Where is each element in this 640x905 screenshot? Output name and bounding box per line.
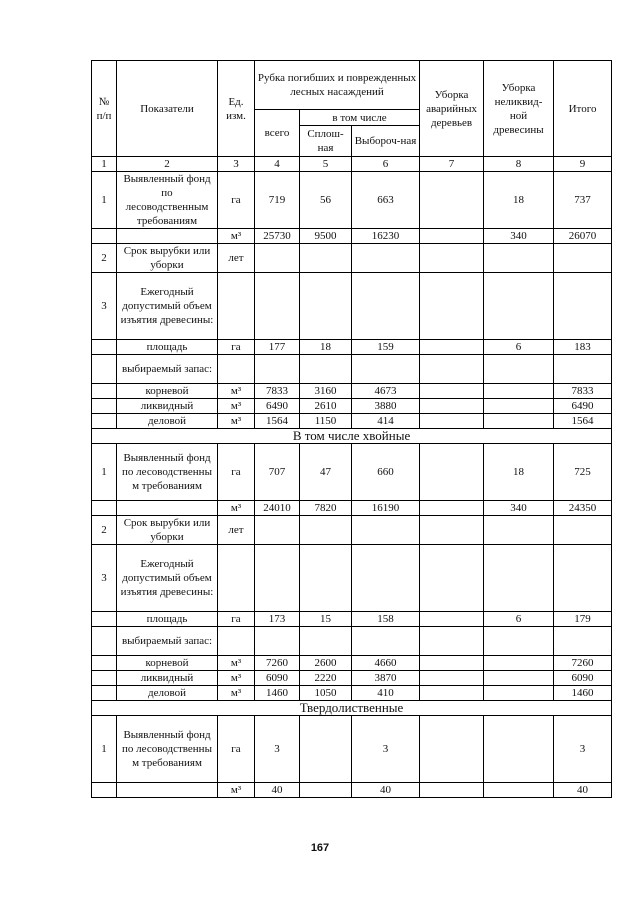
table-row xyxy=(92,656,612,671)
column-number: 4 xyxy=(255,157,300,172)
cell-value: 6090 xyxy=(554,671,612,686)
table-row xyxy=(92,671,612,686)
cell-value: 3160 xyxy=(300,384,352,399)
cell-value xyxy=(218,627,255,656)
cell-value: 6490 xyxy=(255,399,300,414)
cell-value xyxy=(484,716,554,783)
table-row xyxy=(92,716,612,783)
indicator-label: площадь xyxy=(117,612,218,627)
row-number xyxy=(92,671,117,686)
section-title-row xyxy=(92,429,612,444)
cell-value xyxy=(420,501,484,516)
cell-value: 6 xyxy=(484,340,554,355)
cell-value xyxy=(218,355,255,384)
cell-value: 340 xyxy=(484,501,554,516)
row-number: 3 xyxy=(92,273,117,340)
table-row xyxy=(92,414,612,429)
cell-value: 3 xyxy=(352,716,420,783)
cell-value: 340 xyxy=(484,229,554,244)
cell-value: м³ xyxy=(218,229,255,244)
row-number xyxy=(92,340,117,355)
cell-value: га xyxy=(218,340,255,355)
cell-value xyxy=(420,656,484,671)
indicator-label: корневой xyxy=(117,656,218,671)
header-illiquid: Уборка неликвид-ной древесины xyxy=(484,61,554,157)
cell-value xyxy=(484,516,554,545)
column-number: 8 xyxy=(484,157,554,172)
table-row xyxy=(92,612,612,627)
cell-value: 2220 xyxy=(300,671,352,686)
cell-value xyxy=(554,627,612,656)
indicator-label: деловой xyxy=(117,686,218,701)
table-row xyxy=(92,244,612,273)
cell-value: 158 xyxy=(352,612,420,627)
table-row xyxy=(92,686,612,701)
cell-value: 6490 xyxy=(554,399,612,414)
cell-value: 3880 xyxy=(352,399,420,414)
cell-value: 40 xyxy=(352,783,420,798)
indicator-label: Выявленный фонд по лесоводственны м требованиям xyxy=(117,444,218,501)
column-number: 9 xyxy=(554,157,612,172)
section-title: Твердолиственные xyxy=(92,701,612,716)
cell-value xyxy=(554,545,612,612)
table-row xyxy=(92,384,612,399)
cell-value: 1564 xyxy=(255,414,300,429)
cell-value: 4673 xyxy=(352,384,420,399)
cell-value: 3 xyxy=(255,716,300,783)
table-row xyxy=(92,172,612,229)
cell-value xyxy=(484,656,554,671)
page-number: 167 xyxy=(310,842,330,854)
table-row xyxy=(92,627,612,656)
cell-value: 1150 xyxy=(300,414,352,429)
cell-value xyxy=(352,355,420,384)
indicator-label xyxy=(117,229,218,244)
cell-value xyxy=(352,273,420,340)
indicator-label: ликвидный xyxy=(117,399,218,414)
cell-value xyxy=(255,273,300,340)
cell-value xyxy=(255,545,300,612)
cell-value xyxy=(255,516,300,545)
cell-value xyxy=(300,545,352,612)
indicator-label: Ежегодный допустимый объем изъятия древесины: xyxy=(117,273,218,340)
cell-value: м³ xyxy=(218,656,255,671)
cell-value: 3 xyxy=(554,716,612,783)
cell-value: 7820 xyxy=(300,501,352,516)
cell-value: 9500 xyxy=(300,229,352,244)
cell-value: 737 xyxy=(554,172,612,229)
cell-value: 15 xyxy=(300,612,352,627)
cell-value xyxy=(300,516,352,545)
forest-felling-table xyxy=(91,60,612,798)
cell-value: 410 xyxy=(352,686,420,701)
row-number xyxy=(92,656,117,671)
indicator-label: Выявленный фонд по лесоводственны м требованиям xyxy=(117,716,218,783)
cell-value xyxy=(420,716,484,783)
row-number: 1 xyxy=(92,716,117,783)
cell-value xyxy=(420,355,484,384)
cell-value xyxy=(352,627,420,656)
table-row xyxy=(92,355,612,384)
indicator-label xyxy=(117,501,218,516)
cell-value xyxy=(420,612,484,627)
section-title-row xyxy=(92,701,612,716)
cell-value xyxy=(255,244,300,273)
cell-value: 18 xyxy=(484,172,554,229)
cell-value: 1564 xyxy=(554,414,612,429)
cell-value: 16190 xyxy=(352,501,420,516)
cell-value xyxy=(484,671,554,686)
cell-value xyxy=(484,545,554,612)
table-row xyxy=(92,516,612,545)
header-unit: Ед. изм. xyxy=(218,61,255,157)
cell-value: м³ xyxy=(218,414,255,429)
cell-value: 18 xyxy=(484,444,554,501)
indicator-label: Срок вырубки или уборки xyxy=(117,516,218,545)
row-number xyxy=(92,399,117,414)
cell-value: 173 xyxy=(255,612,300,627)
cell-value xyxy=(484,384,554,399)
column-number: 5 xyxy=(300,157,352,172)
cell-value: 3870 xyxy=(352,671,420,686)
cell-value xyxy=(420,516,484,545)
table-row xyxy=(92,340,612,355)
cell-value xyxy=(300,273,352,340)
cell-value xyxy=(420,414,484,429)
cell-value xyxy=(420,444,484,501)
column-number: 2 xyxy=(117,157,218,172)
cell-value xyxy=(300,244,352,273)
indicator-label: Ежегодный допустимый объем изъятия древесины: xyxy=(117,545,218,612)
row-number xyxy=(92,355,117,384)
header-felling-group: Рубка погибших и поврежденных лесных насаждений xyxy=(255,61,420,110)
cell-value: 25730 xyxy=(255,229,300,244)
cell-value xyxy=(484,399,554,414)
cell-value xyxy=(484,414,554,429)
cell-value: 4660 xyxy=(352,656,420,671)
cell-value xyxy=(300,716,352,783)
indicator-label: выбираемый запас: xyxy=(117,627,218,656)
cell-value xyxy=(218,545,255,612)
header-total: всего xyxy=(255,110,300,157)
cell-value: 24010 xyxy=(255,501,300,516)
cell-value: 2610 xyxy=(300,399,352,414)
row-number: 2 xyxy=(92,516,117,545)
cell-value xyxy=(352,545,420,612)
row-number xyxy=(92,414,117,429)
header-emergency: Уборка аварийных деревьев xyxy=(420,61,484,157)
cell-value: га xyxy=(218,716,255,783)
cell-value xyxy=(554,516,612,545)
section-title: В том числе хвойные xyxy=(92,429,612,444)
row-number xyxy=(92,783,117,798)
cell-value xyxy=(484,627,554,656)
cell-value xyxy=(554,244,612,273)
cell-value: 179 xyxy=(554,612,612,627)
header-itogo: Итого xyxy=(554,61,612,157)
cell-value: 6090 xyxy=(255,671,300,686)
cell-value xyxy=(420,384,484,399)
cell-value: 7833 xyxy=(255,384,300,399)
indicator-label: корневой xyxy=(117,384,218,399)
cell-value xyxy=(255,355,300,384)
cell-value: 2600 xyxy=(300,656,352,671)
row-number xyxy=(92,627,117,656)
cell-value xyxy=(420,545,484,612)
cell-value: 663 xyxy=(352,172,420,229)
cell-value: 707 xyxy=(255,444,300,501)
cell-value: м³ xyxy=(218,686,255,701)
cell-value xyxy=(420,627,484,656)
cell-value xyxy=(255,627,300,656)
column-number: 3 xyxy=(218,157,255,172)
cell-value xyxy=(420,229,484,244)
cell-value: 18 xyxy=(300,340,352,355)
cell-value xyxy=(218,273,255,340)
cell-value: 56 xyxy=(300,172,352,229)
column-number-row xyxy=(92,157,612,172)
cell-value: 7833 xyxy=(554,384,612,399)
column-number: 6 xyxy=(352,157,420,172)
header-indicators: Показатели xyxy=(117,61,218,157)
cell-value xyxy=(420,671,484,686)
row-number xyxy=(92,501,117,516)
cell-value xyxy=(420,399,484,414)
table-row xyxy=(92,399,612,414)
cell-value: 7260 xyxy=(255,656,300,671)
cell-value: га xyxy=(218,444,255,501)
cell-value: 7260 xyxy=(554,656,612,671)
row-number xyxy=(92,686,117,701)
row-number: 3 xyxy=(92,545,117,612)
cell-value: 1460 xyxy=(255,686,300,701)
cell-value: м³ xyxy=(218,501,255,516)
cell-value: 414 xyxy=(352,414,420,429)
cell-value: м³ xyxy=(218,671,255,686)
cell-value xyxy=(352,244,420,273)
table-row xyxy=(92,783,612,798)
row-number: 2 xyxy=(92,244,117,273)
indicator-label xyxy=(117,783,218,798)
row-number: 1 xyxy=(92,444,117,501)
table-row xyxy=(92,545,612,612)
row-number xyxy=(92,384,117,399)
indicator-label: деловой xyxy=(117,414,218,429)
indicator-label: ликвидный xyxy=(117,671,218,686)
cell-value xyxy=(300,627,352,656)
cell-value: 177 xyxy=(255,340,300,355)
table-row xyxy=(92,229,612,244)
cell-value: 40 xyxy=(255,783,300,798)
table-row xyxy=(92,273,612,340)
column-number: 7 xyxy=(420,157,484,172)
indicator-label: Выявленный фонд по лесоводственным требованиям xyxy=(117,172,218,229)
cell-value: 1050 xyxy=(300,686,352,701)
cell-value: 26070 xyxy=(554,229,612,244)
header-selective: Выбороч-ная xyxy=(352,126,420,157)
header-clear: Сплош-ная xyxy=(300,126,352,157)
row-number: 1 xyxy=(92,172,117,229)
cell-value: 47 xyxy=(300,444,352,501)
indicator-label: выбираемый запас: xyxy=(117,355,218,384)
cell-value xyxy=(420,783,484,798)
cell-value xyxy=(420,273,484,340)
cell-value: га xyxy=(218,612,255,627)
indicator-label: площадь xyxy=(117,340,218,355)
cell-value xyxy=(420,686,484,701)
cell-value xyxy=(484,783,554,798)
cell-value: 6 xyxy=(484,612,554,627)
cell-value: м³ xyxy=(218,783,255,798)
cell-value xyxy=(554,273,612,340)
cell-value xyxy=(484,355,554,384)
cell-value xyxy=(484,273,554,340)
header-including: в том числе xyxy=(300,110,420,126)
cell-value: м³ xyxy=(218,399,255,414)
row-number xyxy=(92,229,117,244)
cell-value xyxy=(300,355,352,384)
cell-value xyxy=(420,172,484,229)
cell-value: м³ xyxy=(218,384,255,399)
cell-value xyxy=(484,686,554,701)
cell-value: 24350 xyxy=(554,501,612,516)
unit-cell: лет xyxy=(218,516,255,545)
cell-value: 16230 xyxy=(352,229,420,244)
unit-cell: лет xyxy=(218,244,255,273)
cell-value: 183 xyxy=(554,340,612,355)
cell-value: 660 xyxy=(352,444,420,501)
table-row xyxy=(92,501,612,516)
table-row xyxy=(92,444,612,501)
cell-value: 719 xyxy=(255,172,300,229)
cell-value xyxy=(352,516,420,545)
indicator-label: Срок вырубки или уборки xyxy=(117,244,218,273)
cell-value: 159 xyxy=(352,340,420,355)
header-num: № п/п xyxy=(92,61,117,157)
cell-value: га xyxy=(218,172,255,229)
cell-value xyxy=(300,783,352,798)
cell-value: 725 xyxy=(554,444,612,501)
column-number: 1 xyxy=(92,157,117,172)
cell-value: 1460 xyxy=(554,686,612,701)
cell-value xyxy=(484,244,554,273)
row-number xyxy=(92,612,117,627)
cell-value xyxy=(420,244,484,273)
cell-value xyxy=(420,340,484,355)
cell-value: 40 xyxy=(554,783,612,798)
cell-value xyxy=(554,355,612,384)
